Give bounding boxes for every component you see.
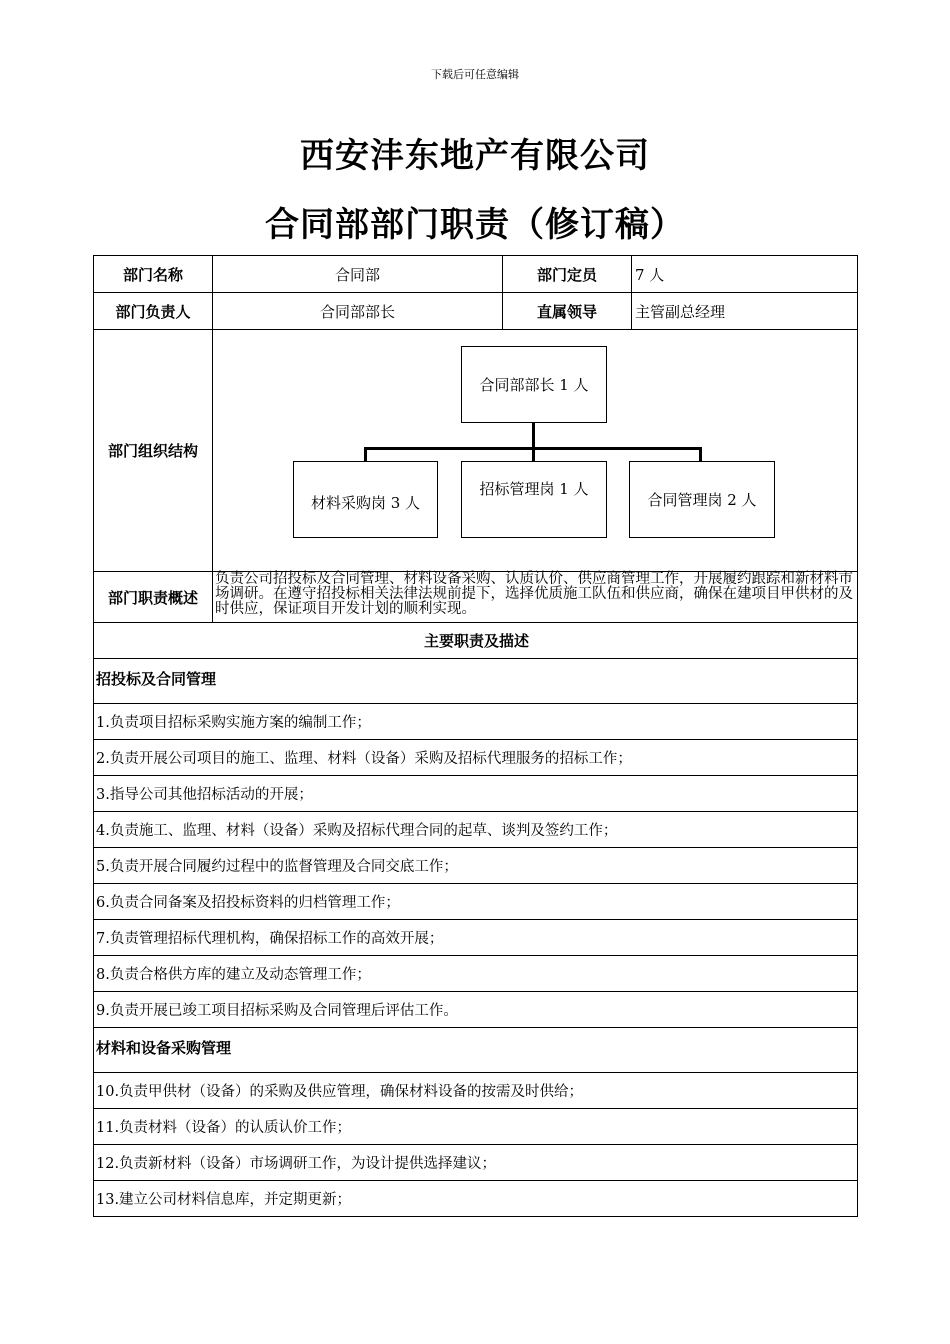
org-chart: [213, 331, 857, 571]
duties-title-row: [94, 623, 858, 659]
list-item: [94, 1109, 858, 1145]
org-purchase-label: 材料采购岗 3 人: [310, 493, 421, 512]
section-row: [94, 1028, 858, 1073]
dept-info-row: [94, 256, 858, 293]
list-item: [94, 812, 858, 848]
staff-label: 部门定员: [503, 256, 632, 293]
list-item: [94, 776, 858, 812]
list-item: [94, 740, 858, 776]
list-item: [94, 848, 858, 884]
dept-name-label: 部门名称: [94, 256, 213, 293]
section-row: [94, 659, 858, 704]
list-item: [94, 920, 858, 956]
org-head-label: 合同部部长 1 人: [479, 375, 589, 394]
org-box-tender: [461, 461, 607, 538]
list-item: [94, 1145, 858, 1181]
org-contract-label: 合同管理岗 2 人: [647, 490, 757, 509]
duty-item-11: 11.负责材料（设备）的认质认价工作；: [94, 1109, 858, 1145]
list-item: [94, 992, 858, 1028]
org-connector-vertical: [532, 422, 535, 461]
duty-item-5: 5.负责开展合同履约过程中的监督管理及合同交底工作；: [94, 848, 858, 884]
org-label: 部门组织结构: [94, 330, 213, 572]
org-connector-right: [699, 447, 702, 461]
section-title-materials: 材料和设备采购管理: [94, 1028, 858, 1073]
staff-value: 7 人: [632, 256, 858, 293]
org-row: [94, 330, 858, 572]
summary-text: 负责公司招投标及合同管理、材料设备采购、认质认价、供应商管理工作，开展履约跟踪和新材料市场调研。在遵守招投标相关法律法规前提下，选择优质施工队伍和供应商，确保在建项目甲供材的及时供应，保证项目开发计划的顺利实现。: [213, 572, 858, 623]
dept-head-row: [94, 293, 858, 330]
document-title: 合同部部门职责（修订稿）: [265, 205, 685, 245]
duties-table-container: [93, 255, 857, 1217]
duty-item-1: 1.负责项目招标采购实施方案的编制工作；: [94, 704, 858, 740]
duty-item-13: 13.建立公司材料信息库，并定期更新；: [94, 1181, 858, 1217]
duty-item-8: 8.负责合格供方库的建立及动态管理工作；: [94, 956, 858, 992]
duty-item-3: 3.指导公司其他招标活动的开展；: [94, 776, 858, 812]
org-connector-left: [364, 447, 367, 461]
list-item: [94, 1181, 858, 1217]
leader-value: 主管副总经理: [632, 293, 858, 330]
summary-row: [94, 572, 858, 623]
duty-item-10: 10.负责甲供材（设备）的采购及供应管理，确保材料设备的按需及时供给；: [94, 1073, 858, 1109]
duty-item-6: 6.负责合同备案及招投标资料的归档管理工作；: [94, 884, 858, 920]
list-item: [94, 956, 858, 992]
duty-item-2: 2.负责开展公司项目的施工、监理、材料（设备）采购及招标代理服务的招标工作；: [94, 740, 858, 776]
duties-title: 主要职责及描述: [94, 623, 858, 659]
duty-item-4: 4.负责施工、监理、材料（设备）采购及招标代理合同的起草、谈判及签约工作；: [94, 812, 858, 848]
duty-item-12: 12.负责新材料（设备）市场调研工作，为设计提供选择建议；: [94, 1145, 858, 1181]
duty-item-9: 9.负责开展已竣工项目招标采购及合同管理后评估工作。: [94, 992, 858, 1028]
duties-table: [93, 255, 858, 1217]
header-note: 下载后可任意编辑: [431, 68, 519, 81]
list-item: [94, 1073, 858, 1109]
list-item: [94, 884, 858, 920]
summary-label: 部门职责概述: [94, 572, 213, 623]
list-item: [94, 704, 858, 740]
section-title-bidding: 招投标及合同管理: [94, 659, 858, 704]
org-box-purchase: [293, 461, 438, 538]
duty-item-7: 7.负责管理招标代理机构，确保招标工作的高效开展；: [94, 920, 858, 956]
org-chart-cell: [213, 330, 858, 572]
org-box-contract: [629, 461, 775, 538]
org-box-head: [461, 346, 607, 423]
company-title: 西安沣东地产有限公司: [300, 136, 650, 176]
leader-label: 直属领导: [503, 293, 632, 330]
org-tender-label: 招标管理岗 1 人: [479, 479, 589, 498]
org-connector-horizontal: [364, 447, 702, 450]
dept-name-value: 合同部: [213, 256, 503, 293]
head-label: 部门负责人: [94, 293, 213, 330]
head-value: 合同部部长: [213, 293, 503, 330]
